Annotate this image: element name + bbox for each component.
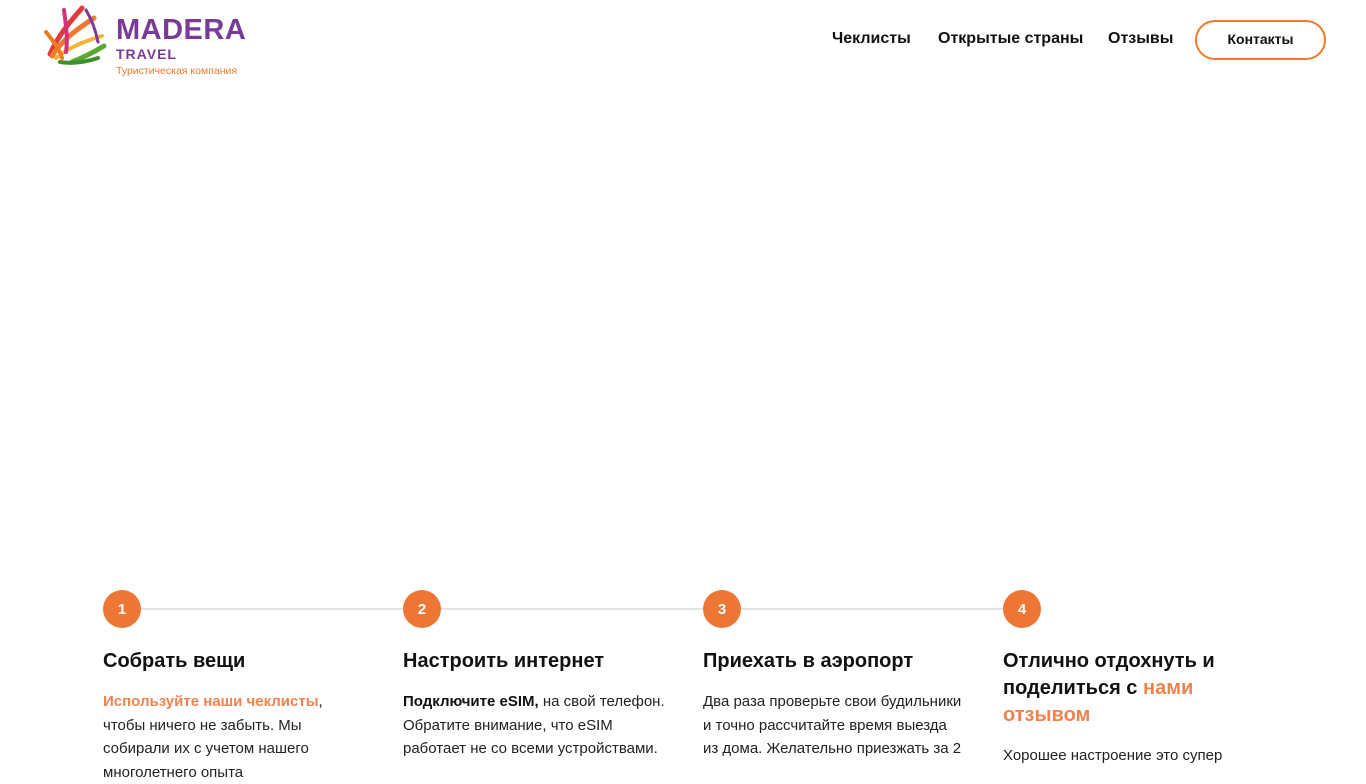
nav-link-open-countries[interactable]: Открытые страны [938, 30, 1084, 47]
bird-of-paradise-logo-icon [42, 2, 112, 68]
step-description-text: Хорошее настроение это супер [1003, 747, 1223, 764]
esim-emphasis: Подключите eSIM, [403, 693, 539, 710]
step-description-text: , чтобы ничего не забыть. Мы собирали их с учетом нашего многолетнего опыта [103, 693, 323, 781]
contacts-button[interactable]: Контакты [1195, 20, 1326, 60]
brand-logo[interactable] [42, 2, 247, 80]
step-description [103, 690, 365, 784]
step-number-badge: 1 [103, 590, 141, 628]
checklists-link[interactable]: Используйте наши чеклисты [103, 693, 319, 710]
nav-link-checklists[interactable]: Чеклисты [832, 30, 911, 47]
step-connector-line [141, 608, 403, 610]
nav-link-reviews[interactable]: Отзывы [1108, 30, 1174, 47]
step-description [703, 690, 965, 761]
step-description-text: на свой телефон. Обратите внимание, что eSIM работает не со всеми устройствами. [403, 693, 665, 757]
brand-name: MADERA [116, 14, 247, 46]
step-description [403, 690, 665, 761]
brand-tagline: Туристическая компания [116, 65, 238, 77]
hero-section [0, 84, 1366, 574]
review-link[interactable]: нами отзывом [1003, 677, 1194, 726]
brand-sub: TRAVEL [116, 46, 177, 62]
step-connector-line [441, 608, 703, 610]
step-description-text: Два раза проверьте свои будильники и точно рассчитайте время выезда из дома. Желательно приезжать за 2 [703, 693, 962, 757]
step-title [1003, 648, 1233, 729]
step-number-badge: 3 [703, 590, 741, 628]
step-title: Настроить интернет [403, 650, 605, 672]
step-number-badge: 4 [1003, 590, 1041, 628]
step-connector-line [741, 608, 1003, 610]
site-header [0, 0, 1366, 84]
step-title: Собрать вещи [103, 650, 246, 672]
step-title: Приехать в аэропорт [703, 650, 914, 672]
step-title-text: Отлично отдохнуть и поделиться с [1003, 650, 1215, 699]
step-description [1003, 744, 1265, 768]
step-number-badge: 2 [403, 590, 441, 628]
